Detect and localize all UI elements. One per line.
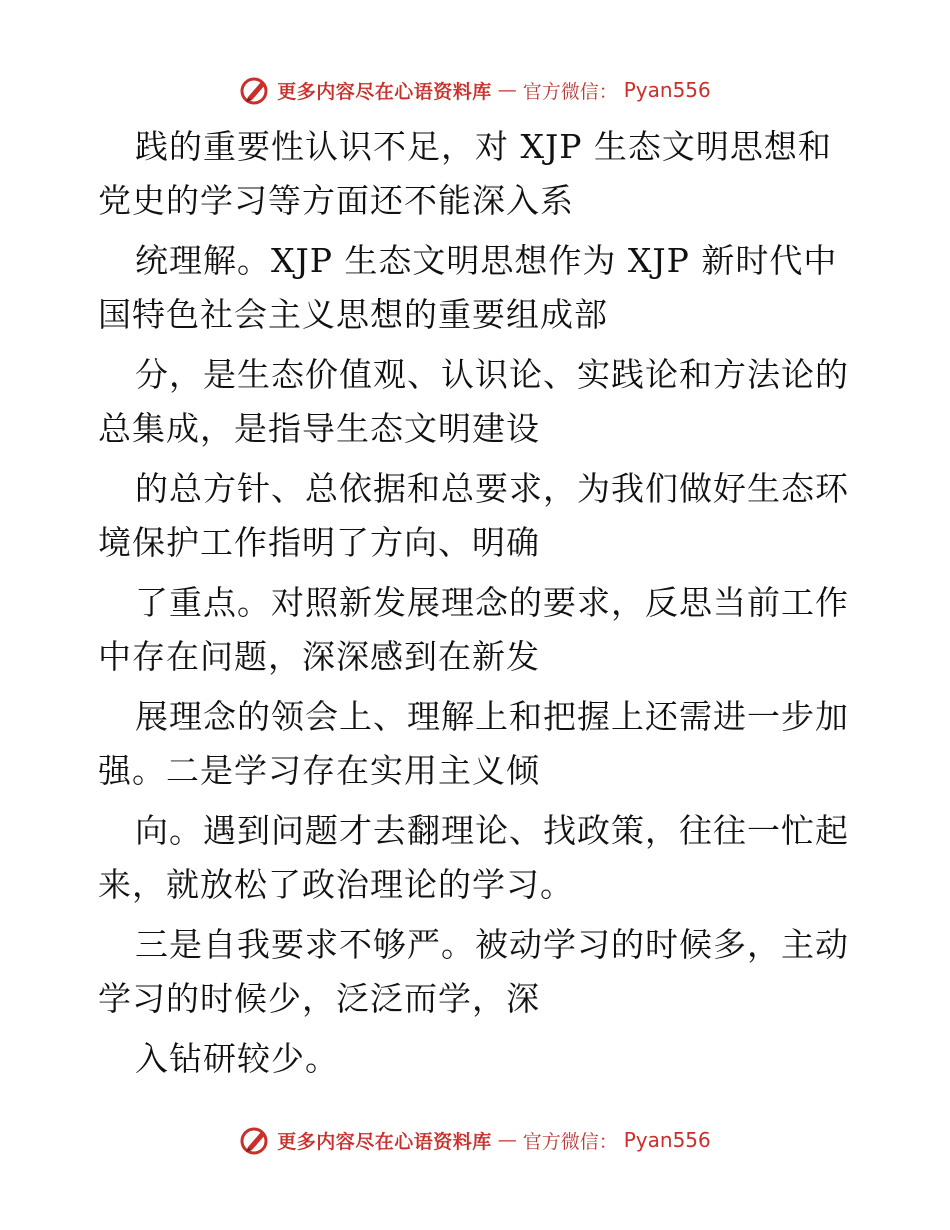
header-banner [0, 70, 950, 110]
paragraph [98, 462, 858, 570]
banner-title: 更多内容尽在心语资料库 [277, 80, 492, 103]
paragraph [98, 234, 858, 342]
banner-title: 更多内容尽在心语资料库 [277, 1130, 492, 1153]
paragraph-line: 总集成，是指导生态文明建设 [98, 409, 540, 448]
banner-dash: — [497, 79, 517, 101]
paragraph [98, 120, 858, 228]
pen-logo-icon [239, 74, 271, 106]
paragraph-line: 国特色社会主义思想的重要组成部 [98, 295, 608, 334]
paragraph [98, 1032, 858, 1086]
banner-wechat-label: 官方微信： [522, 1130, 618, 1153]
paragraph-line: 中存在问题，深深感到在新发 [98, 637, 540, 676]
banner-wechat-id: Pyan556 [623, 78, 711, 102]
paragraph-line: 入钻研较少。 [135, 1039, 339, 1078]
paragraph [98, 804, 858, 912]
paragraph-line: 党史的学习等方面还不能深入系 [98, 181, 574, 220]
paragraph-line: 三是自我要求不够严。被动学习的时候多，主动 [135, 925, 849, 964]
paragraph-line: 展理念的领会上、理解上和把握上还需进一步加 [135, 697, 849, 736]
banner-dash: — [497, 1129, 517, 1151]
footer-banner [0, 1120, 950, 1160]
paragraph-line: 践的重要性认识不足，对 XJP 生态文明思想和 [135, 127, 832, 166]
paragraph-line: 强。二是学习存在实用主义倾 [98, 751, 540, 790]
paragraph-line: 分，是生态价值观、认识论、实践论和方法论的 [135, 355, 849, 394]
paragraph-line: 来，就放松了政治理论的学习。 [98, 865, 574, 904]
banner-wechat-id: Pyan556 [623, 1128, 711, 1152]
banner-wechat-label: 官方微信： [522, 80, 618, 103]
paragraph [98, 348, 858, 456]
paragraph [98, 918, 858, 1026]
paragraph [98, 576, 858, 684]
paragraph-line: 了重点。对照新发展理念的要求，反思当前工作 [135, 583, 849, 622]
document-body [98, 120, 858, 1092]
paragraph-line: 统理解。XJP 生态文明思想作为 XJP 新时代中 [135, 241, 838, 280]
paragraph [98, 690, 858, 798]
paragraph-line: 境保护工作指明了方向、明确 [98, 523, 540, 562]
paragraph-line: 向。遇到问题才去翻理论、找政策，往往一忙起 [135, 811, 849, 850]
paragraph-line: 的总方针、总依据和总要求，为我们做好生态环 [135, 469, 849, 508]
pen-logo-icon [239, 1124, 271, 1156]
paragraph-line: 学习的时候少，泛泛而学，深 [98, 979, 540, 1018]
